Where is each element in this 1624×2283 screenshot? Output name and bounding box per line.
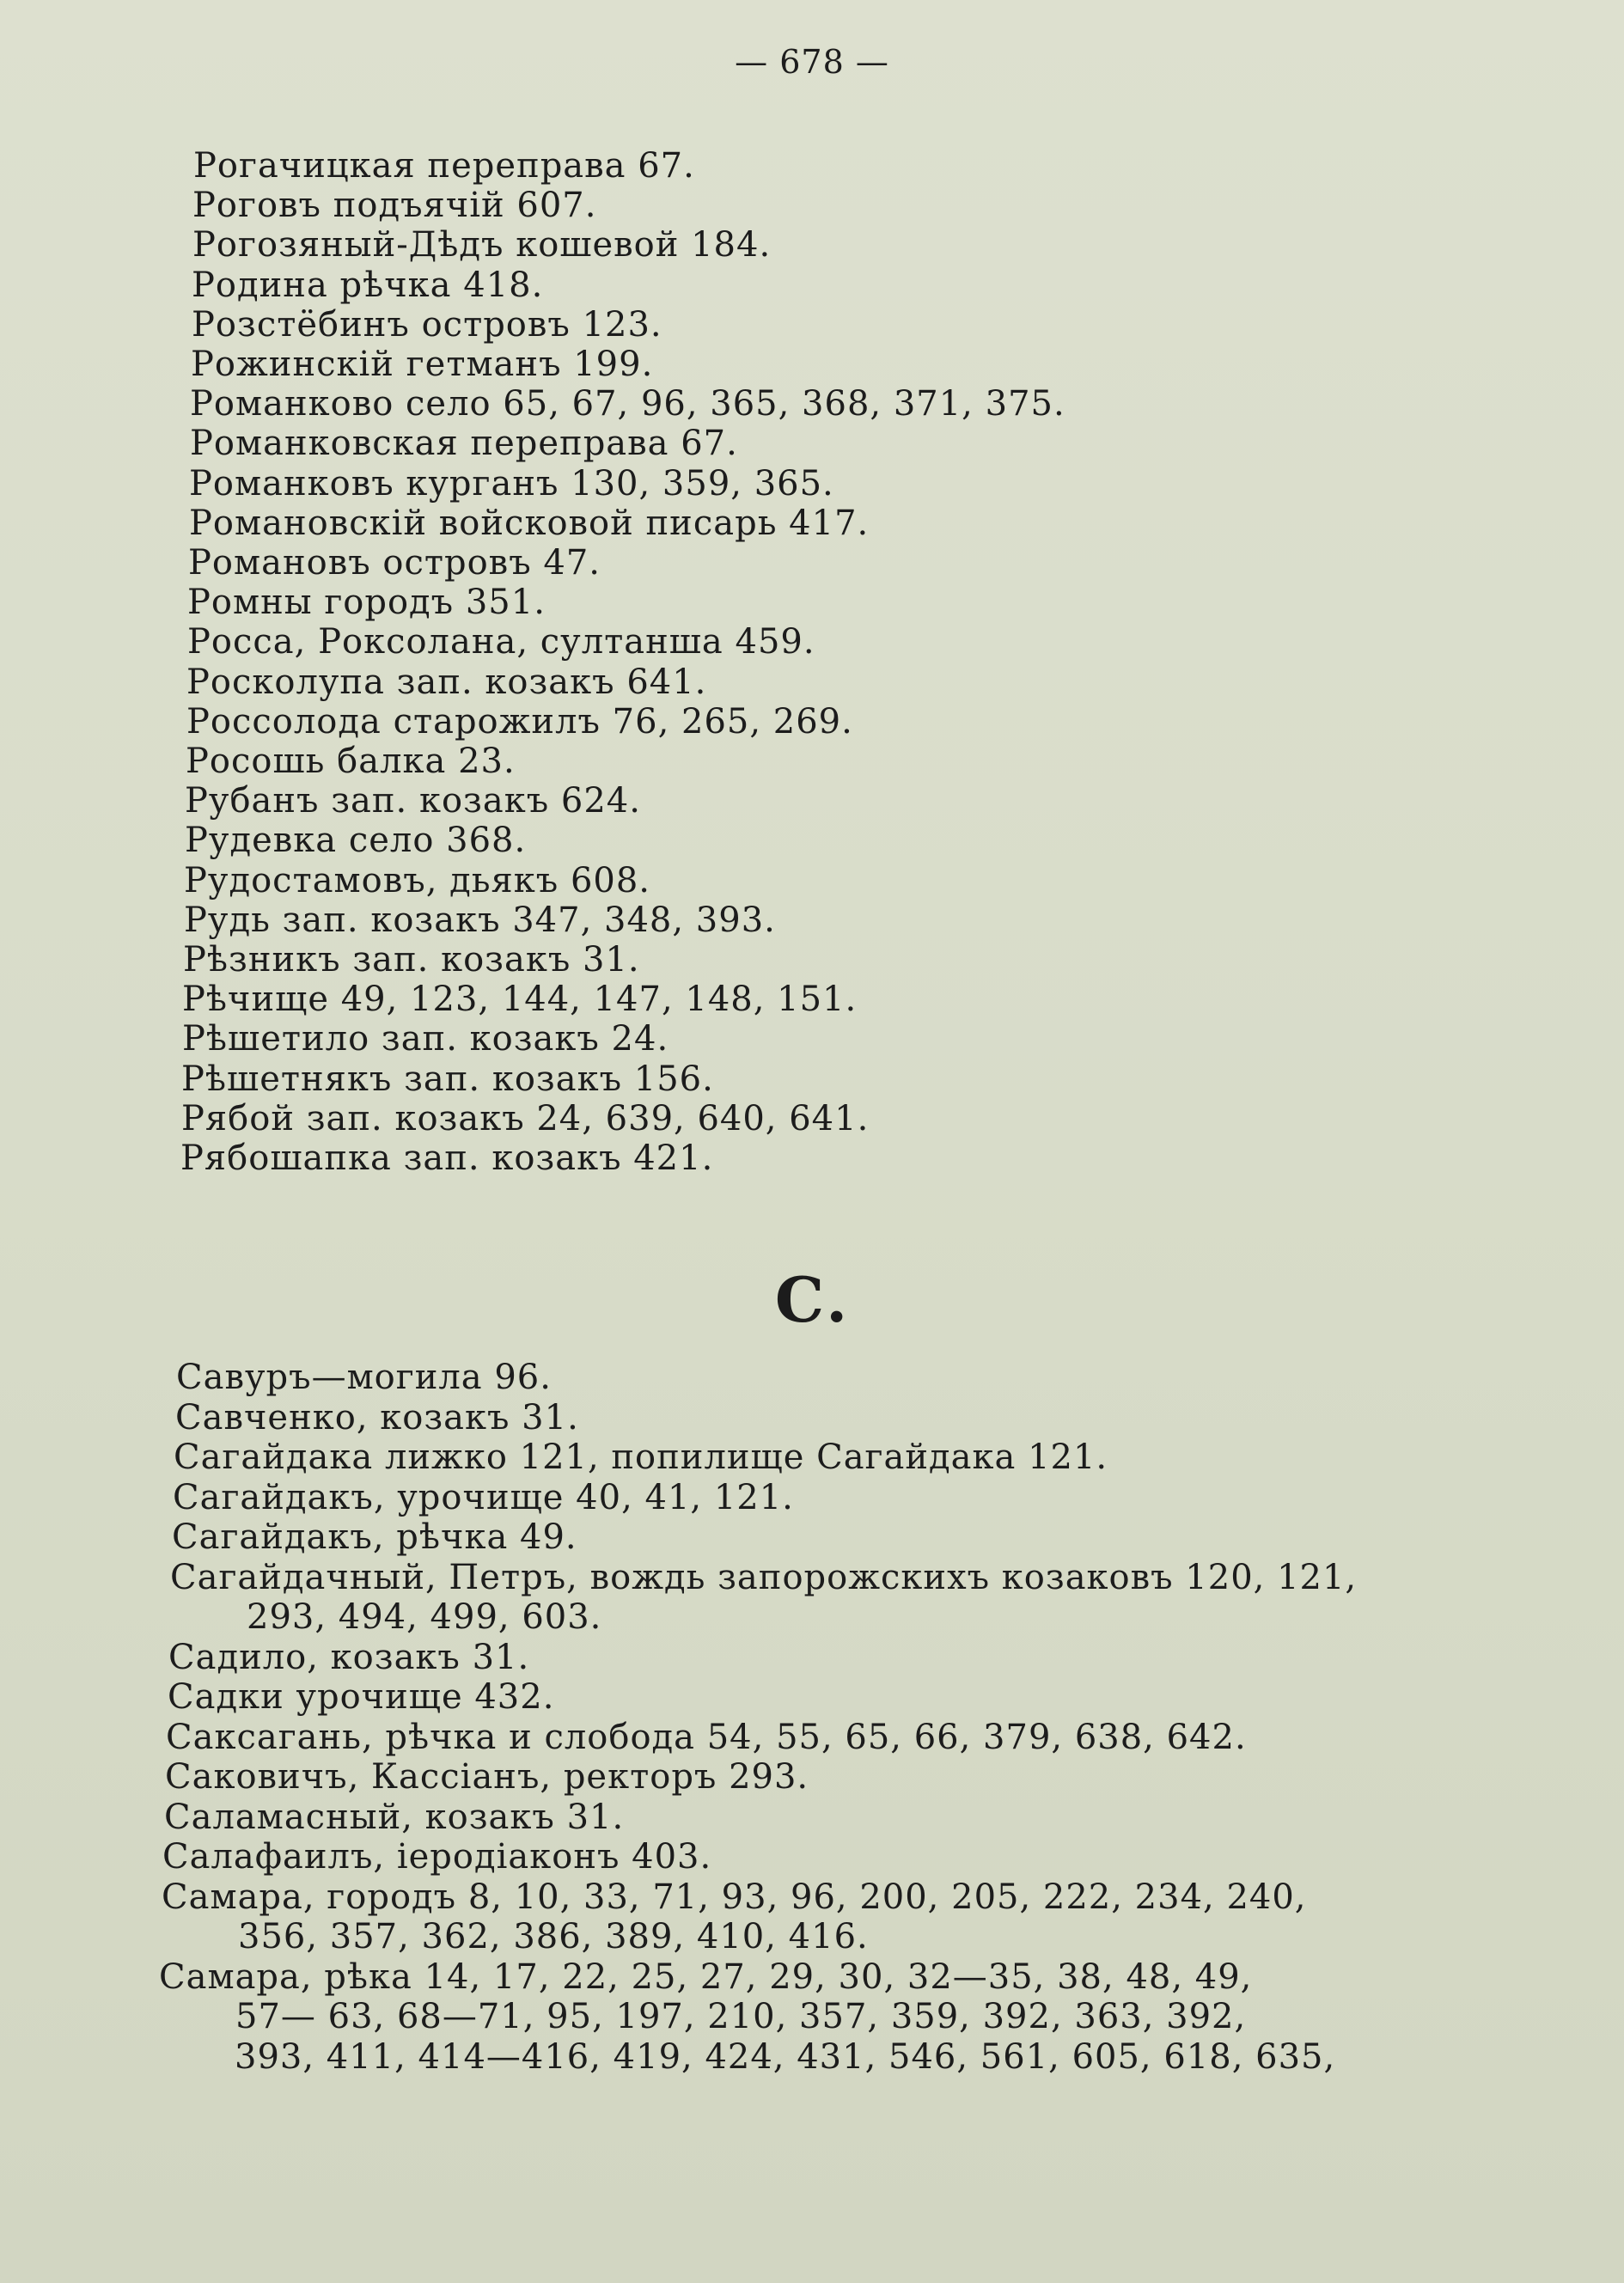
- index-entry: Романково село 65, 67, 96, 365, 368, 371, 375.: [190, 384, 1065, 424]
- index-entry: Рѣшетнякъ зап. козакъ 156.: [181, 1059, 714, 1099]
- index-entry: Рудевка село 368.: [185, 821, 527, 861]
- index-entry: Рудь зап. козакъ 347, 348, 393.: [184, 900, 776, 940]
- index-entry: Сагайдакъ, урочище 40, 41, 121.: [173, 1477, 794, 1517]
- index-entry: Рожинскій гетманъ 199.: [191, 345, 654, 384]
- section-letter: С.: [774, 1263, 850, 1336]
- index-entry: Роговъ подъячій 607.: [192, 186, 597, 226]
- index-entry: Романовъ островъ 47.: [188, 543, 601, 583]
- index-entry: Рогачицкая переправа 67.: [193, 146, 695, 186]
- index-entry: Романковъ курганъ 130, 359, 365.: [189, 463, 834, 504]
- index-entry: Росошь балка 23.: [186, 742, 516, 781]
- index-entry: Россолода старожилъ 76, 265, 269.: [186, 701, 853, 742]
- index-entry: Сагайдака лижко 121, попилище Сагайдака 121.: [174, 1438, 1108, 1477]
- index-entry: Сагайдачный, Петръ, вождь запорожскихъ козаковъ 120, 121,: [170, 1557, 1358, 1597]
- index-entry: Савченко, козакъ 31.: [175, 1397, 579, 1438]
- index-entry: Ромны городъ 351.: [187, 583, 546, 623]
- index-entry: Саковичъ, Кассіанъ, ректоръ 293.: [165, 1757, 809, 1797]
- index-entry: Розстёбинъ островъ 123.: [192, 304, 662, 345]
- page-number: — 678 —: [735, 43, 889, 81]
- index-entry: Салафаилъ, іеродіаконъ 403.: [162, 1837, 712, 1877]
- index-entry-continuation: 356, 357, 362, 386, 389, 410, 416.: [238, 1917, 869, 1956]
- index-entry: Родина рѣчка 418.: [192, 265, 544, 305]
- index-entry: Садки урочище 432.: [168, 1677, 555, 1717]
- index-entry: Росколупа зап. козакъ 641.: [186, 662, 707, 702]
- index-entry: Саламасный, козакъ 31.: [164, 1797, 625, 1837]
- index-entry: Романковская переправа 67.: [190, 424, 738, 464]
- index-entry: Росса, Роксолана, султанша 459.: [187, 622, 815, 662]
- index-entry: Саксагань, рѣчка и слобода 54, 55, 65, 66, 379, 638, 642.: [166, 1717, 1247, 1757]
- index-entry-continuation: 293, 494, 499, 603.: [247, 1597, 602, 1637]
- index-entry: Рябой зап. козакъ 24, 639, 640, 641.: [181, 1098, 870, 1138]
- index-entry: Самара, городъ 8, 10, 33, 71, 93, 96, 200, 205, 222, 234, 240,: [162, 1877, 1307, 1917]
- index-entry: Рѣзникъ зап. козакъ 31.: [183, 940, 640, 980]
- index-entry: Рогозяный-Дѣдъ кошевой 184.: [192, 225, 772, 266]
- index-entry: Самара, рѣка 14, 17, 22, 25, 27, 29, 30, 32—35, 38, 48, 49,: [159, 1956, 1253, 1997]
- index-entry-continuation: 57— 63, 68—71, 95, 197, 210, 357, 359, 392, 363, 392,: [235, 1997, 1247, 2036]
- index-entry: Рубанъ зап. козакъ 624.: [185, 781, 641, 821]
- index-entry: Рѣшетило зап. козакъ 24.: [182, 1019, 669, 1059]
- index-entry: Рябошапка зап. козакъ 421.: [180, 1138, 714, 1178]
- index-entry-continuation: 393, 411, 414—416, 419, 424, 431, 546, 561, 605, 618, 635,: [235, 2036, 1336, 2077]
- index-entry: Романовскій войсковой писарь 417.: [189, 503, 870, 543]
- index-entry: Савуръ—могила 96.: [176, 1358, 552, 1397]
- index-entry: Рудостамовъ, дьякъ 608.: [184, 860, 650, 900]
- index-entry: Рѣчище 49, 123, 144, 147, 148, 151.: [182, 980, 858, 1020]
- index-entry: Сагайдакъ, рѣчка 49.: [172, 1517, 577, 1557]
- index-entry: Садило, козакъ 31.: [168, 1637, 530, 1677]
